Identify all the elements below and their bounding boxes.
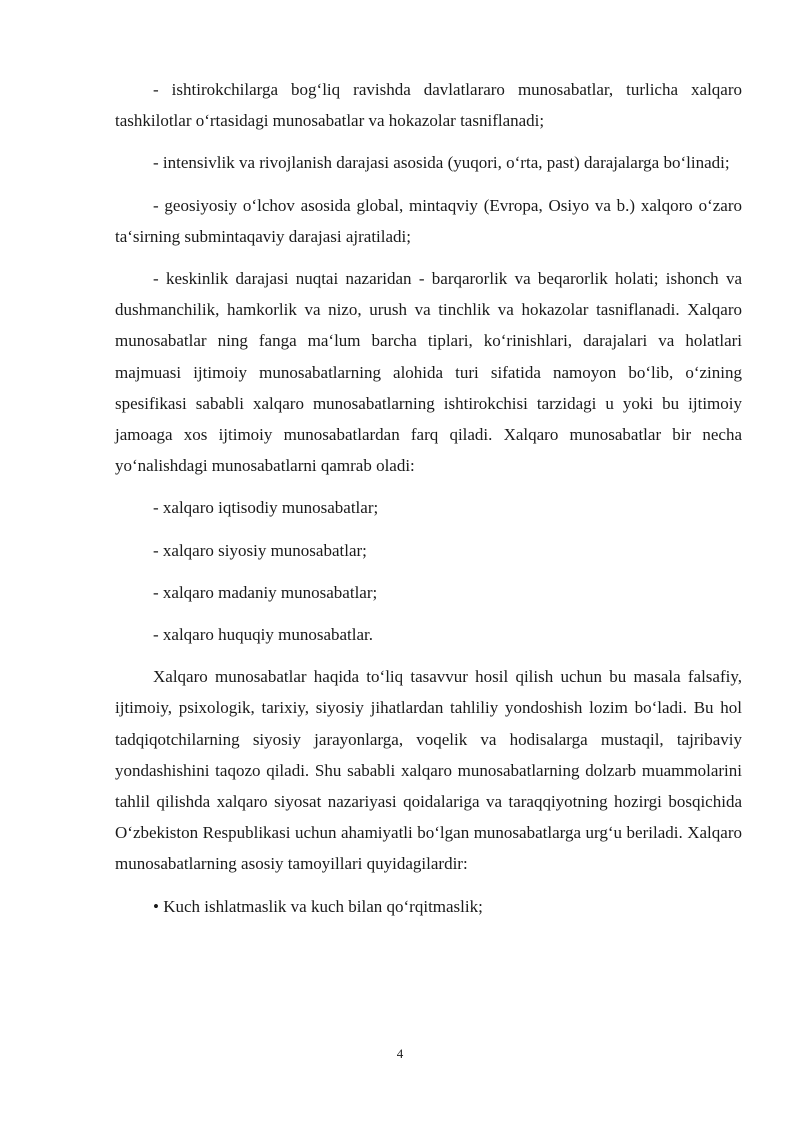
paragraph-participants: - ishtirokchilarga bog‘liq ravishda davlatlararo munosabatlar, turlicha xalqaro tashkilotlar o‘rtasidagi munosabatlar va hokazolar tasniflanadi; xyxy=(115,80,742,131)
list-item-legal: - xalqaro huquqiy munosabatlar. xyxy=(153,625,374,645)
list-item-political: - xalqaro siyosiy munosabatlar; xyxy=(153,540,367,560)
list-item-cultural: - xalqaro madaniy munosabatlar; xyxy=(153,582,378,602)
paragraph-intensity: - intensivlik va rivojlanish darajasi asosida (yuqori, o‘rta, past) darajalarga bo‘linadi; xyxy=(153,153,730,173)
paragraph-tension: - keskinlik darajasi nuqtai nazaridan - barqarorlik va beqarorlik holati; ishonch va dushmanchilik, hamkorlik va nizo, urush va tinchlik va hokazolar tasniflanadi. Xalqaro munosabatlar ning fanga ma‘lum barcha tiplari, ko‘rinishlari, darajalari va holatlari majmuasi ijtimoiy munosabatlarning alohida turi sifatida namoyon bo‘lib, o‘zining spesifikasi sababli xalqaro munosabatlarning ishtirokchisi tarzidagi u yoki bu ijtimoiy jamoaga xos ijtimoiy munosabatlardan farq qiladi. Xalqaro munosabatlar bir necha yo‘nalishdagi munosabatlarni qamrab oladi: xyxy=(115,269,742,476)
paragraph-analysis: Xalqaro munosabatlar haqida to‘liq tasavvur hosil qilish uchun bu masala falsafiy, ijtimoiy, psixologik, tarixiy, siyosiy jihatlardan tahliliy yondoshish lozim bo‘ladi. Bu hol tadqiqotchilarning siyosiy jarayonlarga, voqelik va hodisalarga mustaqil, tajribaviy yondashishini taqozo qiladi. Shu sababli xalqaro munosabatlarning dolzarb muammolarini tahlil qilishda xalqaro siyosat nazariyasi qoidalariga va taraqqiyotning hozirgi bosqichida O‘zbekiston Respublikasi uchun ahamiyatli bo‘lgan munosabatlarga urg‘u beriladi. Xalqaro munosabatlarning asosiy tamoyillari quyidagilardir: xyxy=(115,667,742,874)
page-number: 4 xyxy=(396,1046,404,1061)
bullet-item-no-force: • Kuch ishlatmaslik va kuch bilan qo‘rqitmaslik; xyxy=(153,896,483,916)
paragraph-geopolitical: - geosiyosiy o‘lchov asosida global, mintaqviy (Evropa, Osiyo va b.) xalqoro o‘zaro ta‘sirning submintaqaviy darajasi ajratiladi; xyxy=(115,195,742,246)
document-page xyxy=(115,74,742,933)
list-item-economic: - xalqaro iqtisodiy munosabatlar; xyxy=(153,498,379,518)
